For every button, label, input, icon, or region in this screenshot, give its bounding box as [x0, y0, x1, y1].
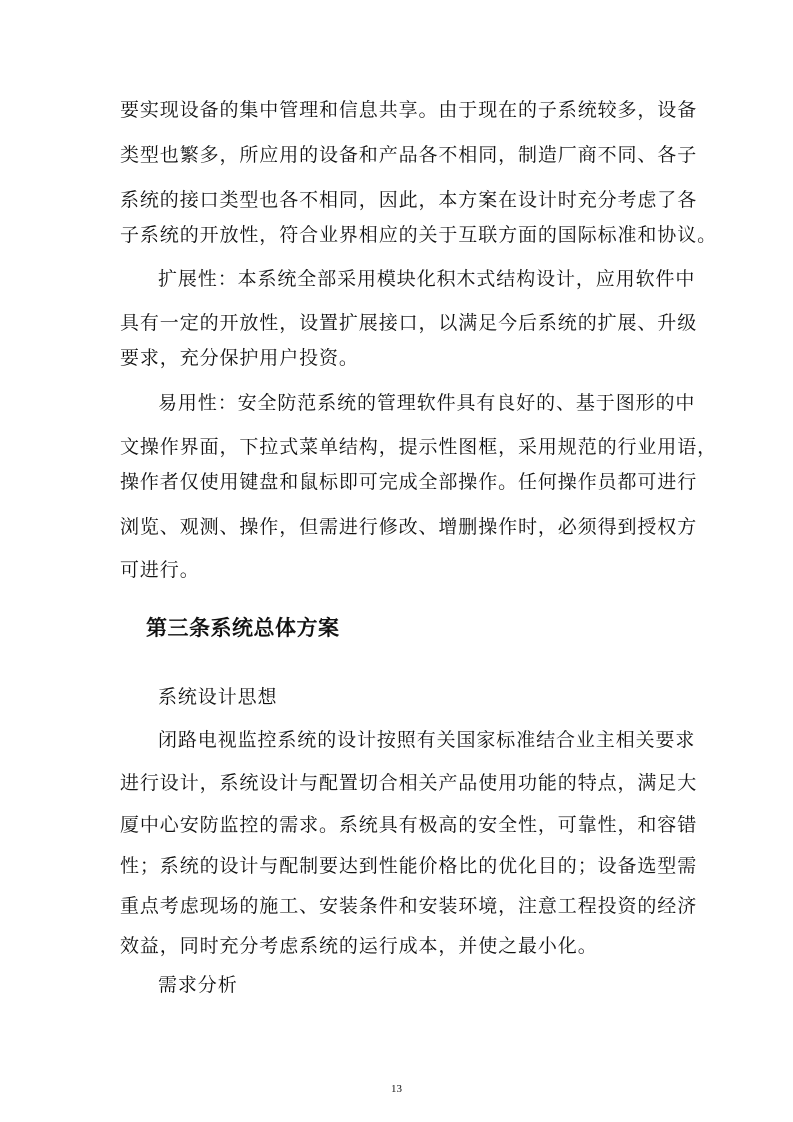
paragraph-1-line-4: 子系统的开放性，符合业界相应的关于互联方面的国际标准和协议。 [120, 224, 718, 246]
paragraph-4-line-3: 厦中心安防监控的需求。系统具有极高的安全性，可靠性，和容错 [120, 814, 698, 836]
paragraph-4-line-6: 效益，同时充分考虑系统的运行成本，并使之最小化。 [120, 935, 598, 957]
page-number: 13 [391, 1083, 402, 1095]
paragraph-1-line-3: 系统的接口类型也各不相同，因此，本方案在设计时充分考虑了各 [120, 189, 698, 211]
paragraph-3-line-5: 可进行。 [120, 559, 200, 581]
subsection-title-requirements-analysis: 需求分析 [158, 974, 238, 996]
paragraph-3-line-1: 易用性：安全防范系统的管理软件具有良好的、基于图形的中 [158, 392, 696, 414]
paragraph-2-line-2: 具有一定的开放性，设置扩展接口，以满足今后系统的扩展、升级 [120, 312, 698, 334]
paragraph-4-line-2: 进行设计，系统设计与配置切合相关产品使用功能的特点，满足大 [120, 772, 698, 794]
paragraph-1-line-1: 要实现设备的集中管理和信息共享。由于现在的子系统较多，设备 [120, 99, 698, 121]
paragraph-4-line-5: 重点考虑现场的施工、安装条件和安装环境，注意工程投资的经济 [120, 895, 698, 917]
paragraph-2-line-1: 扩展性：本系统全部采用模块化积木式结构设计，应用软件中 [158, 268, 696, 290]
paragraph-1-line-2: 类型也繁多，所应用的设备和产品各不相同，制造厂商不同、各子 [120, 144, 698, 166]
paragraph-3-line-2: 文操作界面，下拉式菜单结构，提示性图框，采用规范的行业用语， [120, 436, 718, 458]
paragraph-4-line-1: 闭路电视监控系统的设计按照有关国家标准结合业主相关要求 [158, 729, 696, 751]
paragraph-4-line-4: 性；系统的设计与配制要达到性能价格比的优化目的；设备选型需 [120, 855, 698, 877]
section-heading: 第三条系统总体方案 [146, 615, 340, 640]
subsection-title-design-philosophy: 系统设计思想 [158, 686, 278, 708]
paragraph-3-line-3: 操作者仅使用键盘和鼠标即可完成全部操作。任何操作员都可进行 [120, 471, 698, 493]
paragraph-3-line-4: 浏览、观测、操作，但需进行修改、增删操作时，必须得到授权方 [120, 516, 698, 538]
paragraph-2-line-3: 要求，充分保护用户投资。 [120, 347, 359, 369]
